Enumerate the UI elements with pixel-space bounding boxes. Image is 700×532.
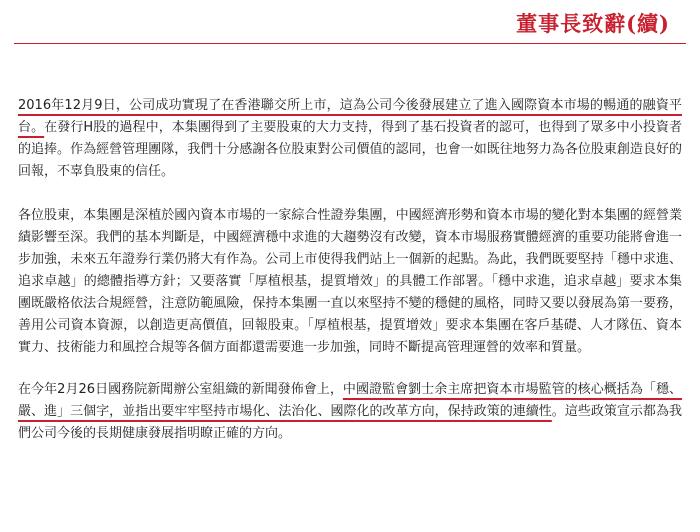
letter-body [18,95,682,467]
paragraph-listing [18,95,682,183]
header-divider [14,43,686,44]
highlight-regulation-policy: 中國證監會劉士余主席把資本市場監管的核心概括為「穩、嚴、進」三個字，並指出要牢牢堅持市場化、法治化、國際化的改革方向，保持政策的連續性 [18,382,682,419]
page-title: 董事長致辭(續) [516,11,670,36]
paragraph-regulation [18,379,682,445]
page-header [516,6,670,40]
paragraph-regulation-intro: 在今年2月26日國務院新聞辦公室組織的新聞發佈會上， [18,382,343,397]
paragraph-strategy: 各位股東，本集團是深植於國內資本市場的一家綜合性證券集團，中國經濟形勢和資本市場的變化對本集團的經營業績影響至深。我們的基本判斷是，中國經濟穩中求進的大趨勢沒有改變，資本市場服務實體經濟的重要功能將會進一步加強，未來五年證券行業仍將大有作為。公司上市使得我們站上一個新的起點。為此，我們既要堅持「穩中求進、追求卓越」的總體指導方針；又要落實「厚植根基，提質增效」的具體工作部署。「穩中求進，追求卓越」要求本集團既嚴格依法合規經營，注意防範風險，保持本集團一直以來堅持不變的穩健的風格，同時又要以發展為第一要務，善用公司資本資源，以創造更高價值，回報股東。「厚植根基，提質增效」要求本集團在客戶基礎、人才隊伍、資本實力、技術能力和風控合規等各個方面都還需要進一步加強，同時不斷提高管理運營的效率和質量。 [18,208,682,355]
highlight-listing-date: 2016年12月9日，公司成功實現了在香港聯交所上市，這為公司今後發展建立了進入國際資本市場的暢通的融資平台。 [18,98,682,135]
paragraph-regulation-outro: 。這些政策宣示都為我們公司今後的長期健康發展指明瞭正確的方向。 [18,404,682,441]
paragraph-listing-rest: 在發行H股的過程中，本集團得到了主要股東的大力支持，得到了基石投資者的認可，也得到了眾多中小投資者的追捧。作為經營管理團隊，我們十分感謝各位股東對公司價值的認同，也會一如既往地努力為各位股東創造良好的回報，不辜負股東的信任。 [18,120,682,179]
